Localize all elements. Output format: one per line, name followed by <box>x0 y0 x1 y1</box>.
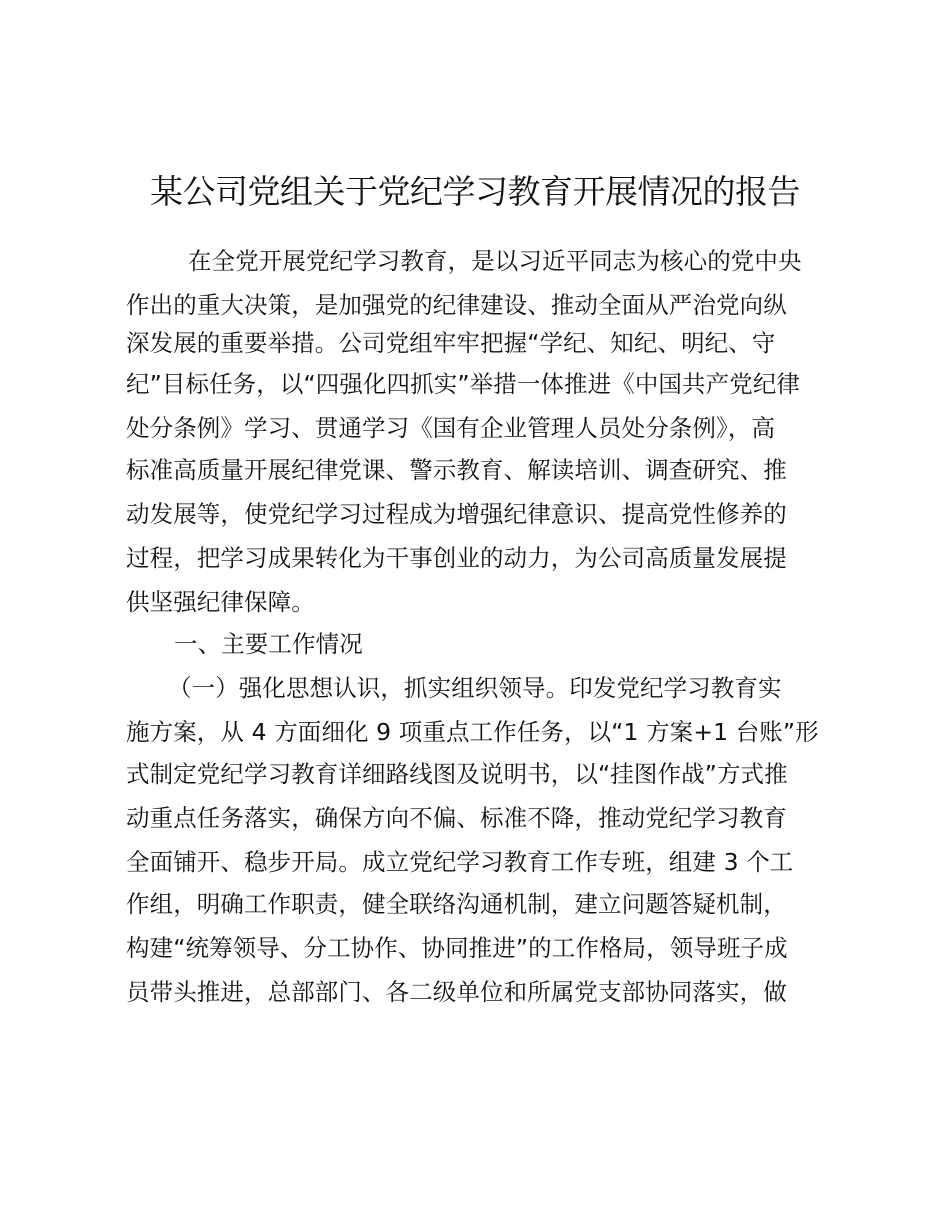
paragraph-line: 供坚强纪律保障。 <box>126 588 315 616</box>
paragraph-line: 深发展的重要举措。公司党组牢牢把握“学纪、知纪、明纪、守 <box>126 329 776 357</box>
paragraph-line: 处分条例》学习、贯通学习《国有企业管理人员处分条例》，高 <box>126 414 776 442</box>
paragraph-line: 过程，把学习成果转化为干事创业的动力，为公司高质量发展提 <box>126 544 787 572</box>
paragraph-line: 在全党开展党纪学习教育，是以习近平同志为核心的党中央 <box>188 247 802 275</box>
paragraph-line: 施方案，从 4 方面细化 9 项重点工作任务，以“1 方案+1 台账”形 <box>126 718 819 746</box>
paragraph-line: 全面铺开、稳步开局。成立党纪学习教育工作专班，组建 3 个工 <box>126 848 794 876</box>
paragraph-line: 作组，明确工作职责，健全联络沟通机制，建立问题答疑机制， <box>126 890 787 918</box>
paragraph-line: 员带头推进，总部部门、各二级单位和所属党支部协同落实，做 <box>126 978 787 1006</box>
paragraph-line: 纪”目标任务，以“四强化四抓实”举措一体推进《中国共产党纪律 <box>126 370 801 398</box>
paragraph-line: 构建“统筹领导、分工协作、协同推进”的工作格局，领导班子成 <box>126 934 788 962</box>
paragraph-line: （一）强化思想认识，抓实组织领导。印发党纪学习教育实 <box>168 674 782 702</box>
paragraph-line: 式制定党纪学习教育详细路线图及说明书，以“挂图作战”方式推 <box>126 760 788 788</box>
paragraph-line: 动发展等，使党纪学习过程成为增强纪律意识、提高党性修养的 <box>126 500 787 528</box>
paragraph-line: 动重点任务落实，确保方向不偏、标准不降，推动党纪学习教育 <box>126 804 787 832</box>
section-heading: 一、主要工作情况 <box>174 630 363 658</box>
paragraph-line: 作出的重大决策，是加强党的纪律建设、推动全面从严治党向纵 <box>126 291 787 319</box>
document-title: 某公司党组关于党纪学习教育开展情况的报告 <box>150 172 800 211</box>
paragraph-line: 标准高质量开展纪律党课、警示教育、解读培训、调查研究、推 <box>126 456 787 484</box>
